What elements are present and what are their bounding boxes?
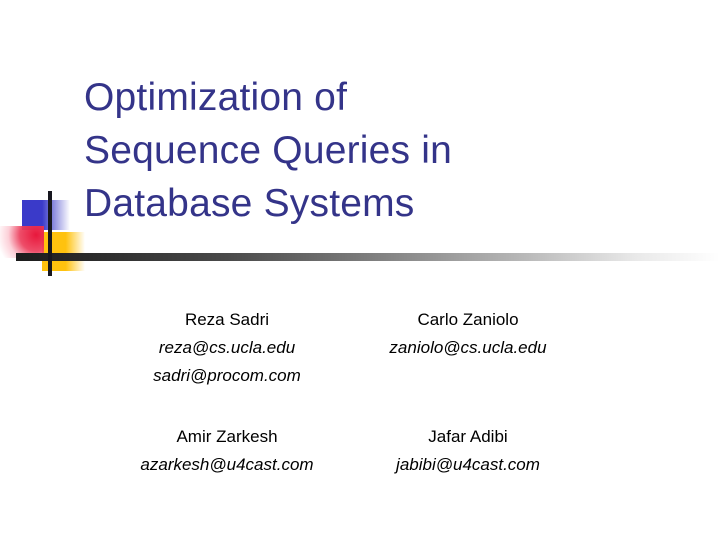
author-email: jabibi@u4cast.com	[396, 455, 540, 474]
slide-title-line: Sequence Queries in	[84, 129, 453, 172]
author-block	[106, 423, 348, 479]
authors-section	[106, 306, 588, 479]
author-email: sadri@procom.com	[153, 366, 301, 385]
author-email: reza@cs.ucla.edu	[158, 338, 296, 357]
author-email: zaniolo@cs.ucla.edu	[389, 338, 547, 357]
author-block	[106, 306, 348, 423]
decoration-vertical-line	[48, 191, 52, 276]
author-name: Carlo Zaniolo	[417, 310, 519, 329]
author-email: azarkesh@u4cast.com	[140, 455, 314, 474]
author-name: Amir Zarkesh	[176, 427, 278, 446]
author-name: Reza Sadri	[184, 310, 270, 329]
author-name: Jafar Adibi	[428, 427, 508, 446]
slide-title-line: Optimization of	[84, 76, 348, 119]
author-block	[348, 423, 588, 479]
decoration-horizontal-rule	[16, 253, 720, 261]
slide-title	[84, 71, 452, 230]
author-block	[348, 306, 588, 423]
slide-title-line: Database Systems	[84, 182, 415, 225]
